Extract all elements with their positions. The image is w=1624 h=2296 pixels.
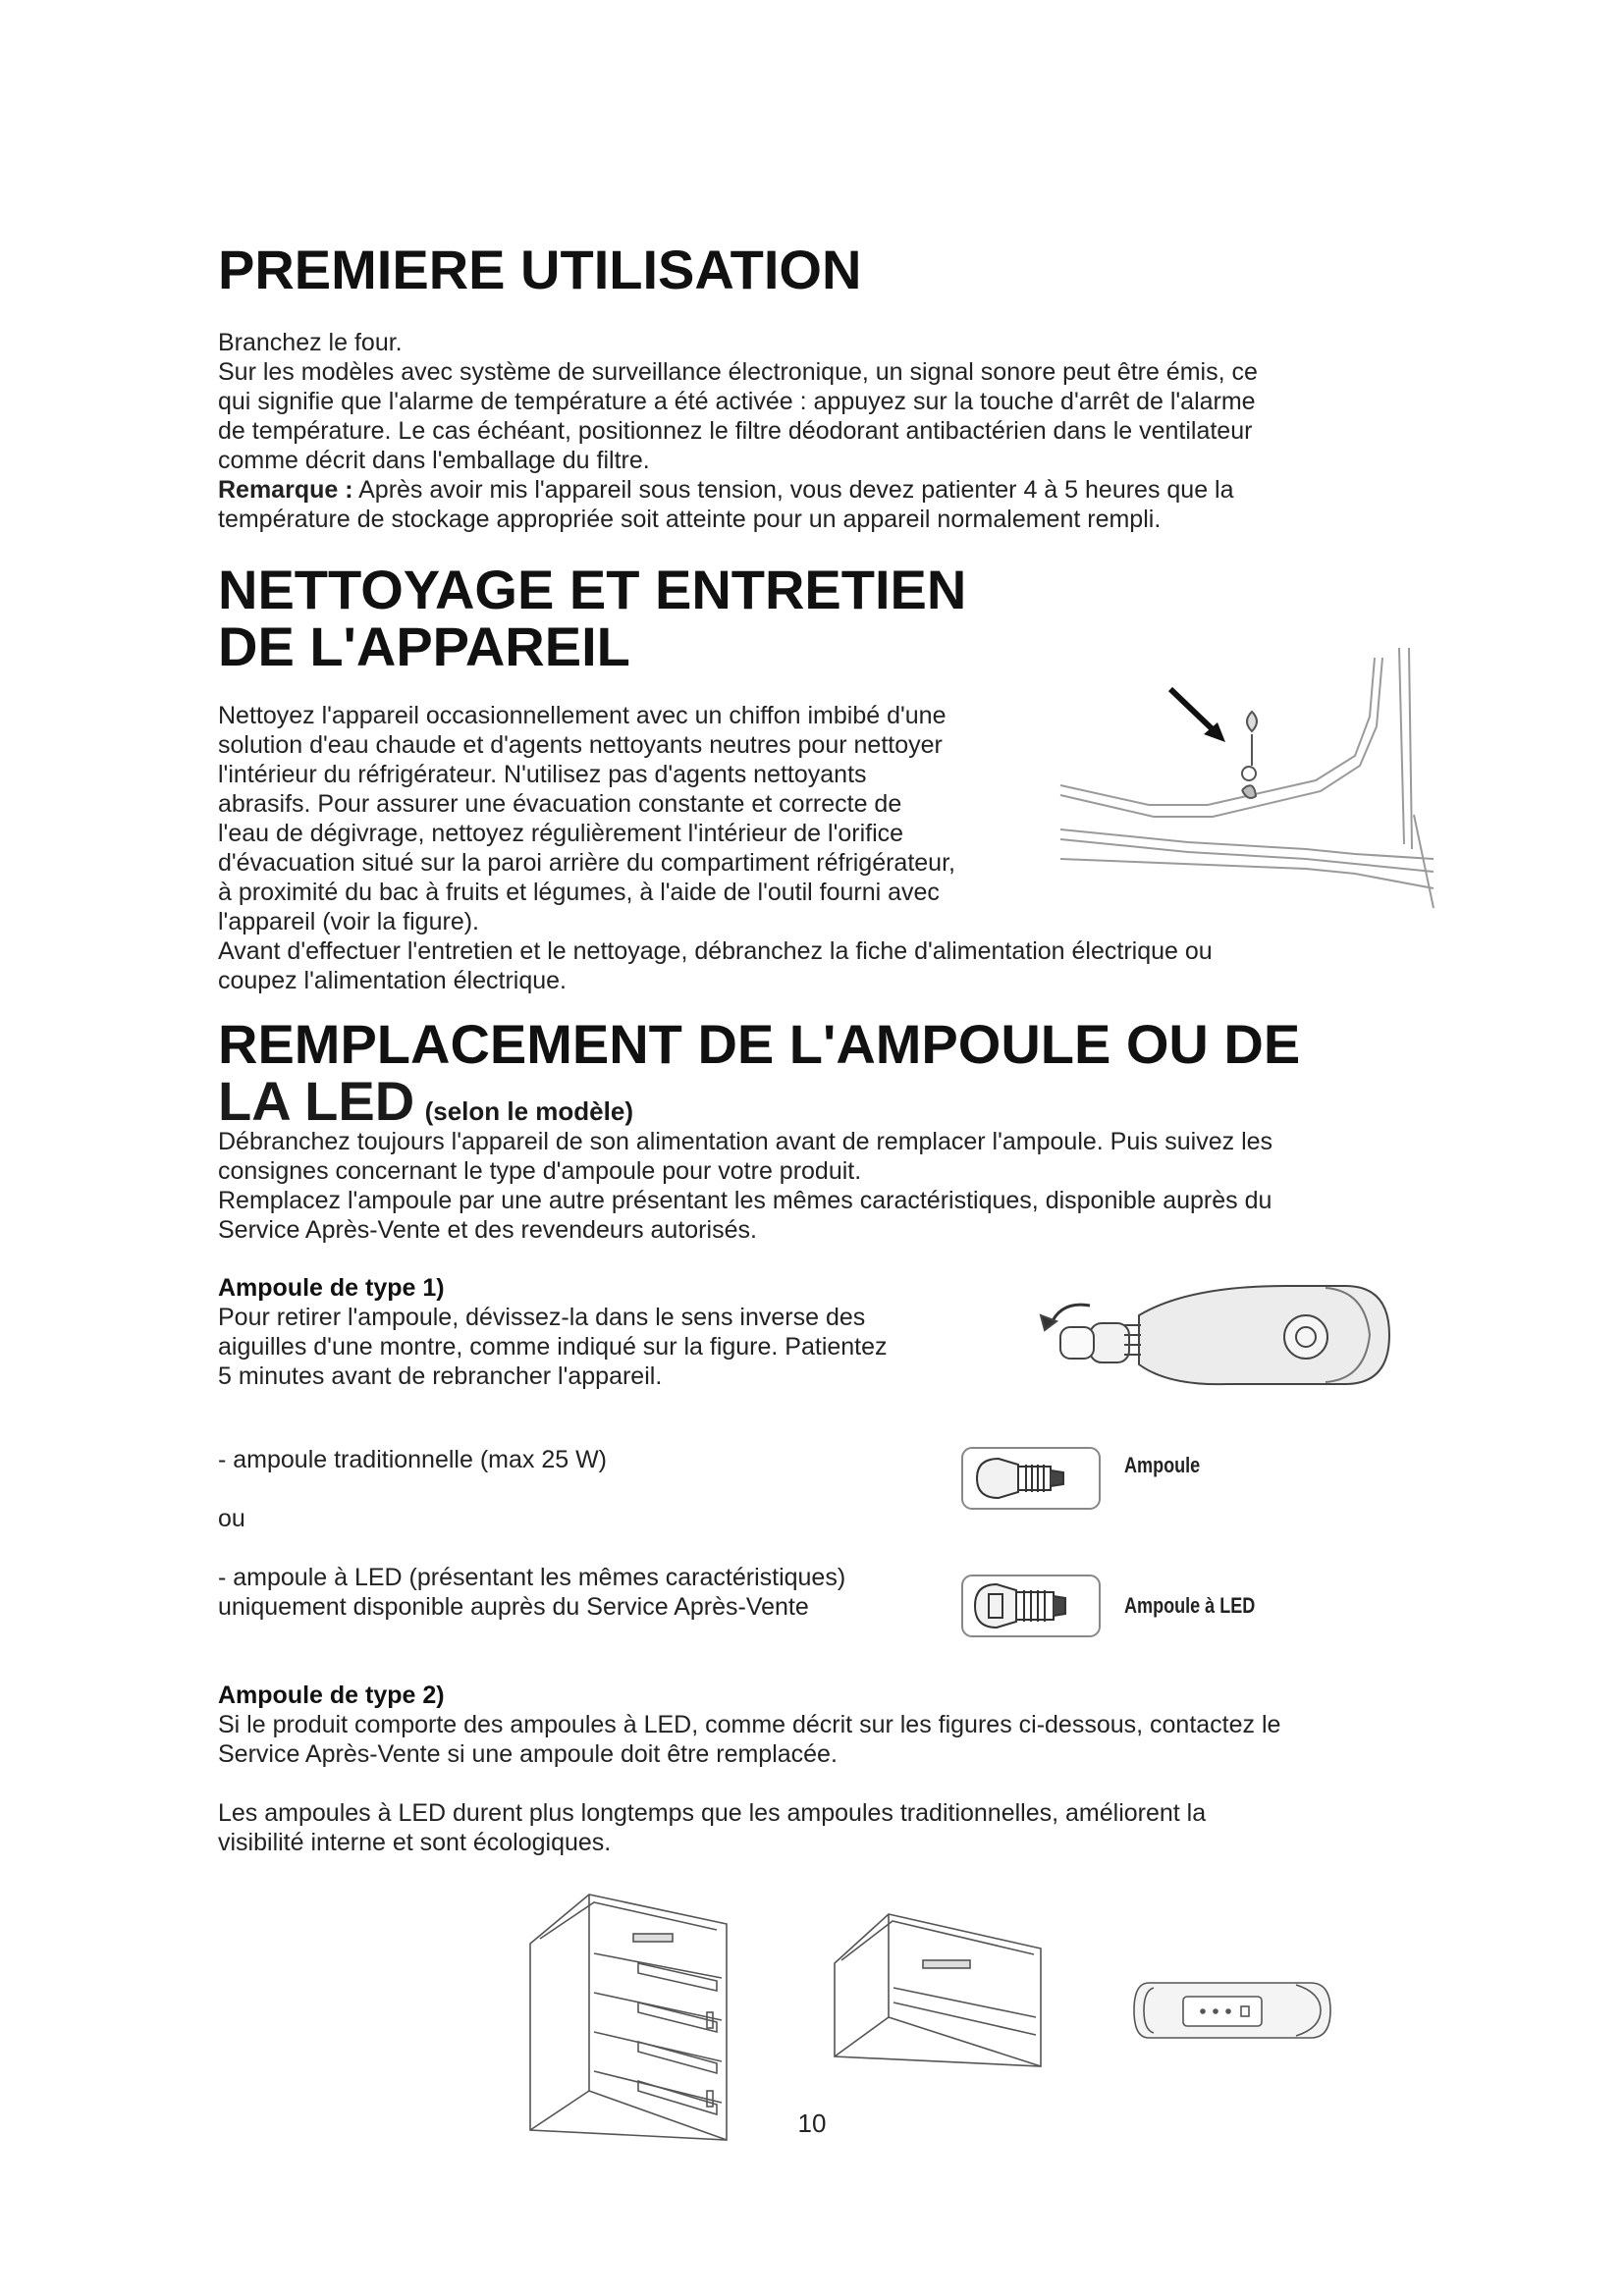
section1-note-line2: température de stockage appropriée soit atteinte pour un appareil normalement rempli. bbox=[218, 506, 1162, 533]
freezer-interior-led-illustration bbox=[830, 1909, 1056, 2076]
section3-line: Débranchez toujours l'appareil de son alimentation avant de remplacer l'ampoule. Puis suivez les bbox=[218, 1128, 1273, 1155]
section1-line: qui signifie que l'alarme de température a été activée : appuyez sur la touche d'arrêt de l'alarme bbox=[218, 388, 1256, 415]
type2-heading: Ampoule de type 2) bbox=[218, 1682, 445, 1709]
traditional-bulb-icon bbox=[957, 1443, 1105, 1512]
option-led-line2: uniquement disponible auprès du Service Après-Vente bbox=[218, 1593, 809, 1621]
section-title-remplacement-line2-wrapper bbox=[218, 1070, 633, 1133]
type2-body bbox=[218, 1710, 1280, 1769]
section1-line: Branchez le four. bbox=[218, 329, 403, 356]
section1-note bbox=[218, 475, 1258, 505]
section2-line: coupez l'alimentation électrique. bbox=[218, 967, 567, 994]
section-title-remplacement-line2: LA LED bbox=[218, 1070, 415, 1132]
section3-intro bbox=[218, 1127, 1272, 1245]
label-ampoule: Ampoule bbox=[1124, 1453, 1201, 1477]
section1-body bbox=[218, 328, 1258, 534]
section-title-premiere-utilisation: PREMIERE UTILISATION bbox=[218, 239, 862, 300]
section2-line: l'eau de dégivrage, nettoyez régulièrement l'intérieur de l'orifice bbox=[218, 820, 904, 847]
note-text: Après avoir mis l'appareil sous tension, vous devez patienter 4 à 5 heures que la bbox=[352, 476, 1234, 504]
type2-extra-line: visibilité interne et sont écologiques. bbox=[218, 1829, 612, 1856]
section-title-nettoyage-line2: DE L'APPAREIL bbox=[218, 615, 630, 677]
type1-line: 5 minutes avant de rebrancher l'appareil. bbox=[218, 1362, 663, 1390]
led-bulb-icon bbox=[957, 1571, 1105, 1639]
page-number: 10 bbox=[797, 2109, 827, 2138]
option-led-line1: - ampoule à LED (présentant les mêmes caractéristiques) bbox=[218, 1564, 846, 1591]
section2-line: d'évacuation situé sur la paroi arrière du compartiment réfrigérateur, bbox=[218, 849, 955, 877]
section-title-remplacement-line1: REMPLACEMENT DE L'AMPOULE OU DE bbox=[218, 1013, 1301, 1075]
option-or: ou bbox=[218, 1505, 245, 1532]
section2-line: l'appareil (voir la figure). bbox=[218, 908, 479, 935]
type2-line: Si le produit comporte des ampoules à LED, comme décrit sur les figures ci-dessous, contactez le bbox=[218, 1711, 1281, 1738]
section3-line: consignes concernant le type d'ampoule pour votre produit. bbox=[218, 1157, 862, 1185]
drain-cleaning-illustration bbox=[1060, 648, 1434, 913]
section2-line: solution d'eau chaude et d'agents nettoyants neutres pour nettoyer bbox=[218, 731, 943, 759]
section2-line: l'intérieur du réfrigérateur. N'utilisez pas d'agents nettoyants bbox=[218, 761, 867, 788]
type2-line: Service Après-Vente si une ampoule doit être remplacée. bbox=[218, 1740, 838, 1768]
note-label: Remarque : bbox=[218, 476, 353, 504]
section1-line: comme décrit dans l'emballage du filtre. bbox=[218, 447, 650, 474]
section1-line: de température. Le cas échéant, positionnez le filtre déodorant antibactérien dans le ventilateur bbox=[218, 417, 1253, 445]
type1-line: Pour retirer l'ampoule, dévissez-la dans le sens inverse des bbox=[218, 1304, 866, 1331]
led-module-illustration bbox=[1129, 1963, 1335, 2056]
section3-line: Remplacez l'ampoule par une autre présentant les mêmes caractéristiques, disponible auprès du bbox=[218, 1187, 1272, 1214]
section2-line: Avant d'effectuer l'entretien et le nettoyage, débranchez la fiche d'alimentation électrique ou bbox=[218, 937, 1213, 965]
type2-extra bbox=[218, 1798, 1206, 1857]
section3-line: Service Après-Vente et des revendeurs autorisés. bbox=[218, 1216, 757, 1244]
section2-line: à proximité du bac à fruits et légumes, à l'aide de l'outil fourni avec bbox=[218, 879, 940, 906]
label-ampoule-led: Ampoule à LED bbox=[1124, 1593, 1256, 1618]
section2-line: Nettoyez l'appareil occasionnellement avec un chiffon imbibé d'une bbox=[218, 702, 947, 729]
section-title-nettoyage-line1: NETTOYAGE ET ENTRETIEN bbox=[218, 559, 967, 620]
bulb-housing-illustration bbox=[1031, 1276, 1394, 1404]
type1-line: aiguilles d'une montre, comme indiqué sur la figure. Patientez bbox=[218, 1333, 888, 1361]
type1-heading: Ampoule de type 1) bbox=[218, 1274, 445, 1302]
option-traditional-bulb: - ampoule traditionnelle (max 25 W) bbox=[218, 1446, 607, 1473]
section1-line: Sur les modèles avec système de surveillance électronique, un signal sonore peut être émis, ce bbox=[218, 358, 1258, 386]
section-title-suffix: (selon le modèle) bbox=[424, 1096, 633, 1126]
section2-line: abrasifs. Pour assurer une évacuation constante et correcte de bbox=[218, 790, 902, 818]
type2-extra-line: Les ampoules à LED durent plus longtemps que les ampoules traditionnelles, améliorent la bbox=[218, 1799, 1207, 1827]
type1-body bbox=[218, 1303, 888, 1391]
